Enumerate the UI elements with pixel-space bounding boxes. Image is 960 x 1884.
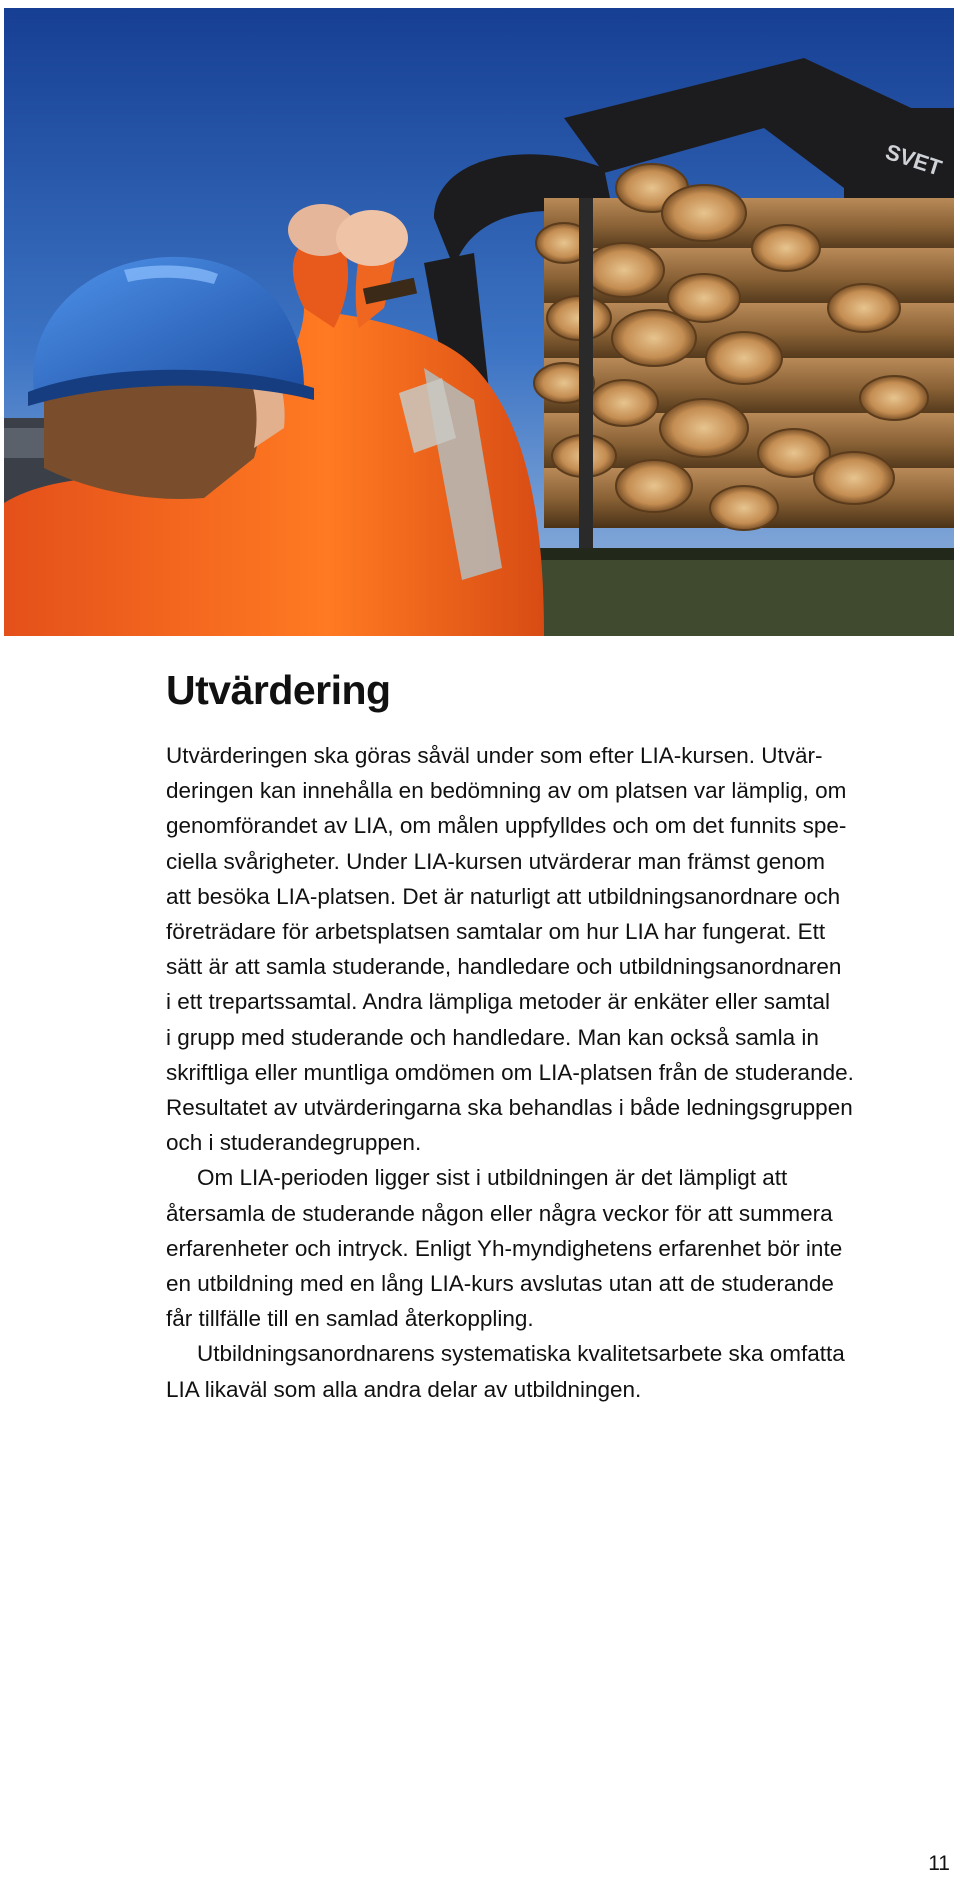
paragraph-line: deringen kan innehålla en bedömning av om platsen var lämplig, om bbox=[166, 778, 847, 804]
paragraph-line: och i studerandegruppen. bbox=[166, 1130, 422, 1156]
paragraph-line: sätt är att samla studerande, handledare och utbildningsanordnaren bbox=[166, 954, 842, 980]
body-text bbox=[166, 738, 952, 1407]
photo-illustration bbox=[4, 8, 954, 636]
paragraph-line: Utbildningsanordnarens systematiska kvalitetsarbete ska omfatta bbox=[197, 1341, 845, 1367]
paragraph-line: ciella svårigheter. Under LIA-kursen utvärderar man främst genom bbox=[166, 848, 826, 874]
paragraph-line: genomförandet av LIA, om målen uppfylldes och om det funnits spe- bbox=[166, 813, 847, 839]
paragraph-line: i ett trepartssamtal. Andra lämpliga metoder är enkäter eller samtal bbox=[166, 989, 831, 1015]
paragraph-line: Utvärderingen ska göras såväl under som efter LIA-kursen. Utvär- bbox=[166, 743, 823, 768]
machine-brand-text: SVET bbox=[882, 138, 945, 181]
paragraph-line: LIA likaväl som alla andra delar av utbildningen. bbox=[166, 1376, 642, 1402]
paragraph-line: en utbildning med en lång LIA-kurs avslutas utan att de studerande bbox=[166, 1271, 834, 1297]
paragraph-line: erfarenheter och intryck. Enligt Yh-myndighetens erfarenhet bör inte bbox=[166, 1235, 843, 1261]
paragraph-line: att besöka LIA-platsen. Det är naturligt att utbildningsanordnare och bbox=[166, 883, 841, 909]
paragraph-line: Resultatet av utvärderingarna ska behandlas i både ledningsgruppen bbox=[166, 1095, 853, 1121]
paragraph-line: företrädare för arbetsplatsen samtalar om hur LIA har fungerat. Ett bbox=[166, 919, 826, 945]
article bbox=[166, 664, 952, 1407]
paragraph-line: i grupp med studerande och handledare. Man kan också samla in bbox=[166, 1024, 819, 1050]
forestry-worker-photo bbox=[4, 8, 954, 636]
paragraph-line: återsamla de studerande någon eller några veckor för att summera bbox=[166, 1200, 833, 1226]
paragraph-line: Om LIA-perioden ligger sist i utbildningen är det lämpligt att bbox=[197, 1165, 788, 1191]
page-number: 11 bbox=[928, 1852, 950, 1875]
section-heading: Utvärdering bbox=[166, 667, 391, 713]
paragraph-line: får tillfälle till en samlad återkoppling. bbox=[166, 1306, 534, 1332]
paragraph-line: skriftliga eller muntliga omdömen om LIA-platsen från de studerande. bbox=[166, 1059, 854, 1085]
